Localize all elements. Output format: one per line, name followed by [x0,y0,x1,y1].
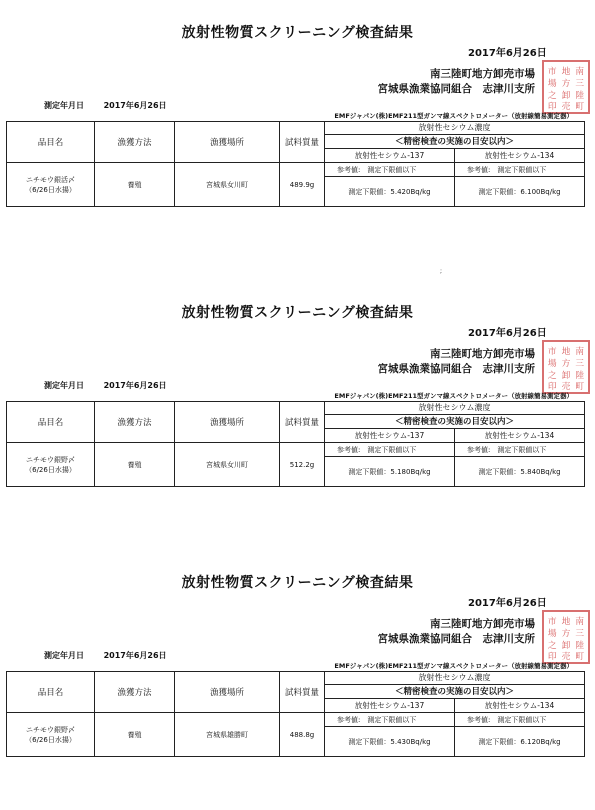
measure-date-value: 2017年6月26日 [103,101,167,110]
seal-stamp-icon [544,342,588,392]
svg-text:場: 場 [547,629,557,640]
header-place: 漁獲場所 [175,672,280,713]
svg-text:売: 売 [561,382,571,392]
svg-text:町: 町 [575,102,585,112]
item-name: ニチモウ銀野〆 [26,725,75,734]
cell-ref-cs137: 参考値: 測定下限値以下 [325,163,455,177]
measure-date-value: 2017年6月26日 [103,381,167,390]
cell-item [7,163,95,207]
svg-text:市: 市 [547,617,557,628]
svg-text:市: 市 [547,67,557,78]
report-date: 2017年6月26日 [468,48,547,59]
cell-method: 養殖 [95,163,175,207]
svg-text:陸: 陸 [575,371,585,381]
header-cesium: 放射性セシウム濃度 [325,122,585,135]
measure-date [44,100,167,111]
header-cesium: 放射性セシウム濃度 [325,672,585,685]
header-method: 漁獲方法 [95,672,175,713]
cell-method: 養殖 [95,713,175,757]
svg-text:売: 売 [561,652,571,662]
result-table [6,401,585,487]
svg-text:之: 之 [547,91,557,101]
cell-val-cs137: 測定下限値：5.420Bq/kg [325,177,455,207]
cell-ref-cs137: 参考値: 測定下限値以下 [325,713,455,727]
cell-item [7,443,95,487]
report-date: 2017年6月26日 [468,328,547,339]
cell-method: 養殖 [95,443,175,487]
header-place: 漁獲場所 [175,122,280,163]
svg-text:場: 場 [547,79,557,90]
seal-stamp [542,60,590,114]
svg-text:印: 印 [547,382,557,392]
report-1 [0,0,595,260]
org-coop: 宮城県漁業協同組合 志津川支所 [377,83,535,95]
measure-date [44,650,167,661]
result-table [6,121,585,207]
cell-place: 宮城県女川町 [175,443,280,487]
measure-date-value: 2017年6月26日 [103,651,167,660]
cell-ref-cs137: 参考値: 測定下限値以下 [325,443,455,457]
svg-text:売: 売 [561,102,571,112]
header-guide: ＜精密検査の実施の目安以内＞ [325,414,585,429]
cell-val-cs137: 測定下限値：5.180Bq/kg [325,457,455,487]
item-landing: （6/26日水揚） [25,185,76,194]
header-method: 漁獲方法 [95,122,175,163]
svg-text:印: 印 [547,652,557,662]
svg-text:陸: 陸 [575,641,585,651]
header-guide: ＜精密検査の実施の目安以内＞ [325,134,585,149]
svg-text:三: 三 [575,629,585,640]
header-item: 品目名 [7,402,95,443]
svg-text:方: 方 [561,629,571,640]
svg-text:陸: 陸 [575,91,585,101]
header-item: 品目名 [7,122,95,163]
header-cesium: 放射性セシウム濃度 [325,402,585,415]
cell-mass: 512.2g [280,443,325,487]
cell-val-cs134: 測定下限値：5.840Bq/kg [455,457,585,487]
report-title: 放射性物質スクリーニング検査結果 [181,25,414,41]
cell-ref-cs134: 参考値: 測定下限値以下 [455,713,585,727]
svg-text:場: 場 [547,359,557,370]
org-coop: 宮城県漁業協同組合 志津川支所 [377,633,535,645]
measure-date-label: 測定年月日 [44,381,84,390]
org-market: 南三陸町地方卸売市場 [430,348,535,360]
report-date: 2017年6月26日 [468,598,547,609]
measure-date-label: 測定年月日 [44,101,84,110]
cell-mass: 489.9g [280,163,325,207]
device-name: EMFジャパン(株)EMF211型ガンマ線スペクトロメーター（放射線簡易測定器） [334,662,573,670]
svg-text:南: 南 [575,67,585,78]
cell-place: 宮城県雄勝町 [175,713,280,757]
result-table [6,671,585,757]
svg-text:之: 之 [547,641,557,651]
svg-text:方: 方 [561,79,571,90]
svg-text:卸: 卸 [561,371,571,381]
device-name: EMFジャパン(株)EMF211型ガンマ線スペクトロメーター（放射線簡易測定器） [334,112,573,120]
header-cs134: 放射性セシウム-134 [455,149,585,163]
header-cs134: 放射性セシウム-134 [455,699,585,713]
svg-text:地: 地 [561,67,571,78]
report-title: 放射性物質スクリーニング検査結果 [181,305,414,321]
svg-text:南: 南 [575,347,585,358]
org-market: 南三陸町地方卸売市場 [430,618,535,630]
svg-text:町: 町 [575,652,585,662]
header-item: 品目名 [7,672,95,713]
svg-text:之: 之 [547,371,557,381]
measure-date-label: 測定年月日 [44,651,84,660]
org-coop: 宮城県漁業協同組合 志津川支所 [377,363,535,375]
device-name: EMFジャパン(株)EMF211型ガンマ線スペクトロメーター（放射線簡易測定器） [334,392,573,400]
header-mass: 試料質量 [280,672,325,713]
cell-ref-cs134: 参考値: 測定下限値以下 [455,443,585,457]
org-market: 南三陸町地方卸売市場 [430,68,535,80]
item-name: ニチモウ銀野〆 [26,455,75,464]
svg-text:南: 南 [575,617,585,628]
header-cs137: 放射性セシウム-137 [325,429,455,443]
svg-text:印: 印 [547,102,557,112]
header-cs137: 放射性セシウム-137 [325,149,455,163]
report-title: 放射性物質スクリーニング検査結果 [181,575,414,591]
svg-text:三: 三 [575,79,585,90]
cell-place: 宮城県女川町 [175,163,280,207]
seal-stamp [542,340,590,394]
svg-text:卸: 卸 [561,91,571,101]
item-landing: （6/26日水揚） [25,465,76,474]
svg-text:地: 地 [561,617,571,628]
measure-date [44,380,167,391]
seal-stamp-icon [544,62,588,112]
cell-val-cs134: 測定下限値：6.120Bq/kg [455,727,585,757]
report-2 [0,280,595,540]
header-method: 漁獲方法 [95,402,175,443]
header-guide: ＜精密検査の実施の目安以内＞ [325,684,585,699]
svg-text:三: 三 [575,359,585,370]
svg-text:市: 市 [547,347,557,358]
svg-text:町: 町 [575,382,585,392]
cell-ref-cs134: 参考値: 測定下限値以下 [455,163,585,177]
item-name: ニチモウ銀活〆 [26,175,75,184]
header-cs137: 放射性セシウム-137 [325,699,455,713]
svg-text:地: 地 [561,347,571,358]
item-landing: （6/26日水揚） [25,735,76,744]
seal-stamp [542,610,590,664]
cell-mass: 488.8g [280,713,325,757]
header-cs134: 放射性セシウム-134 [455,429,585,443]
report-3 [0,550,595,810]
header-mass: 試料質量 [280,122,325,163]
separator-mark: ; [440,268,443,275]
cell-item [7,713,95,757]
svg-text:卸: 卸 [561,641,571,651]
header-place: 漁獲場所 [175,402,280,443]
svg-text:方: 方 [561,359,571,370]
cell-val-cs137: 測定下限値：5.430Bq/kg [325,727,455,757]
seal-stamp-icon [544,612,588,662]
header-mass: 試料質量 [280,402,325,443]
cell-val-cs134: 測定下限値：6.100Bq/kg [455,177,585,207]
